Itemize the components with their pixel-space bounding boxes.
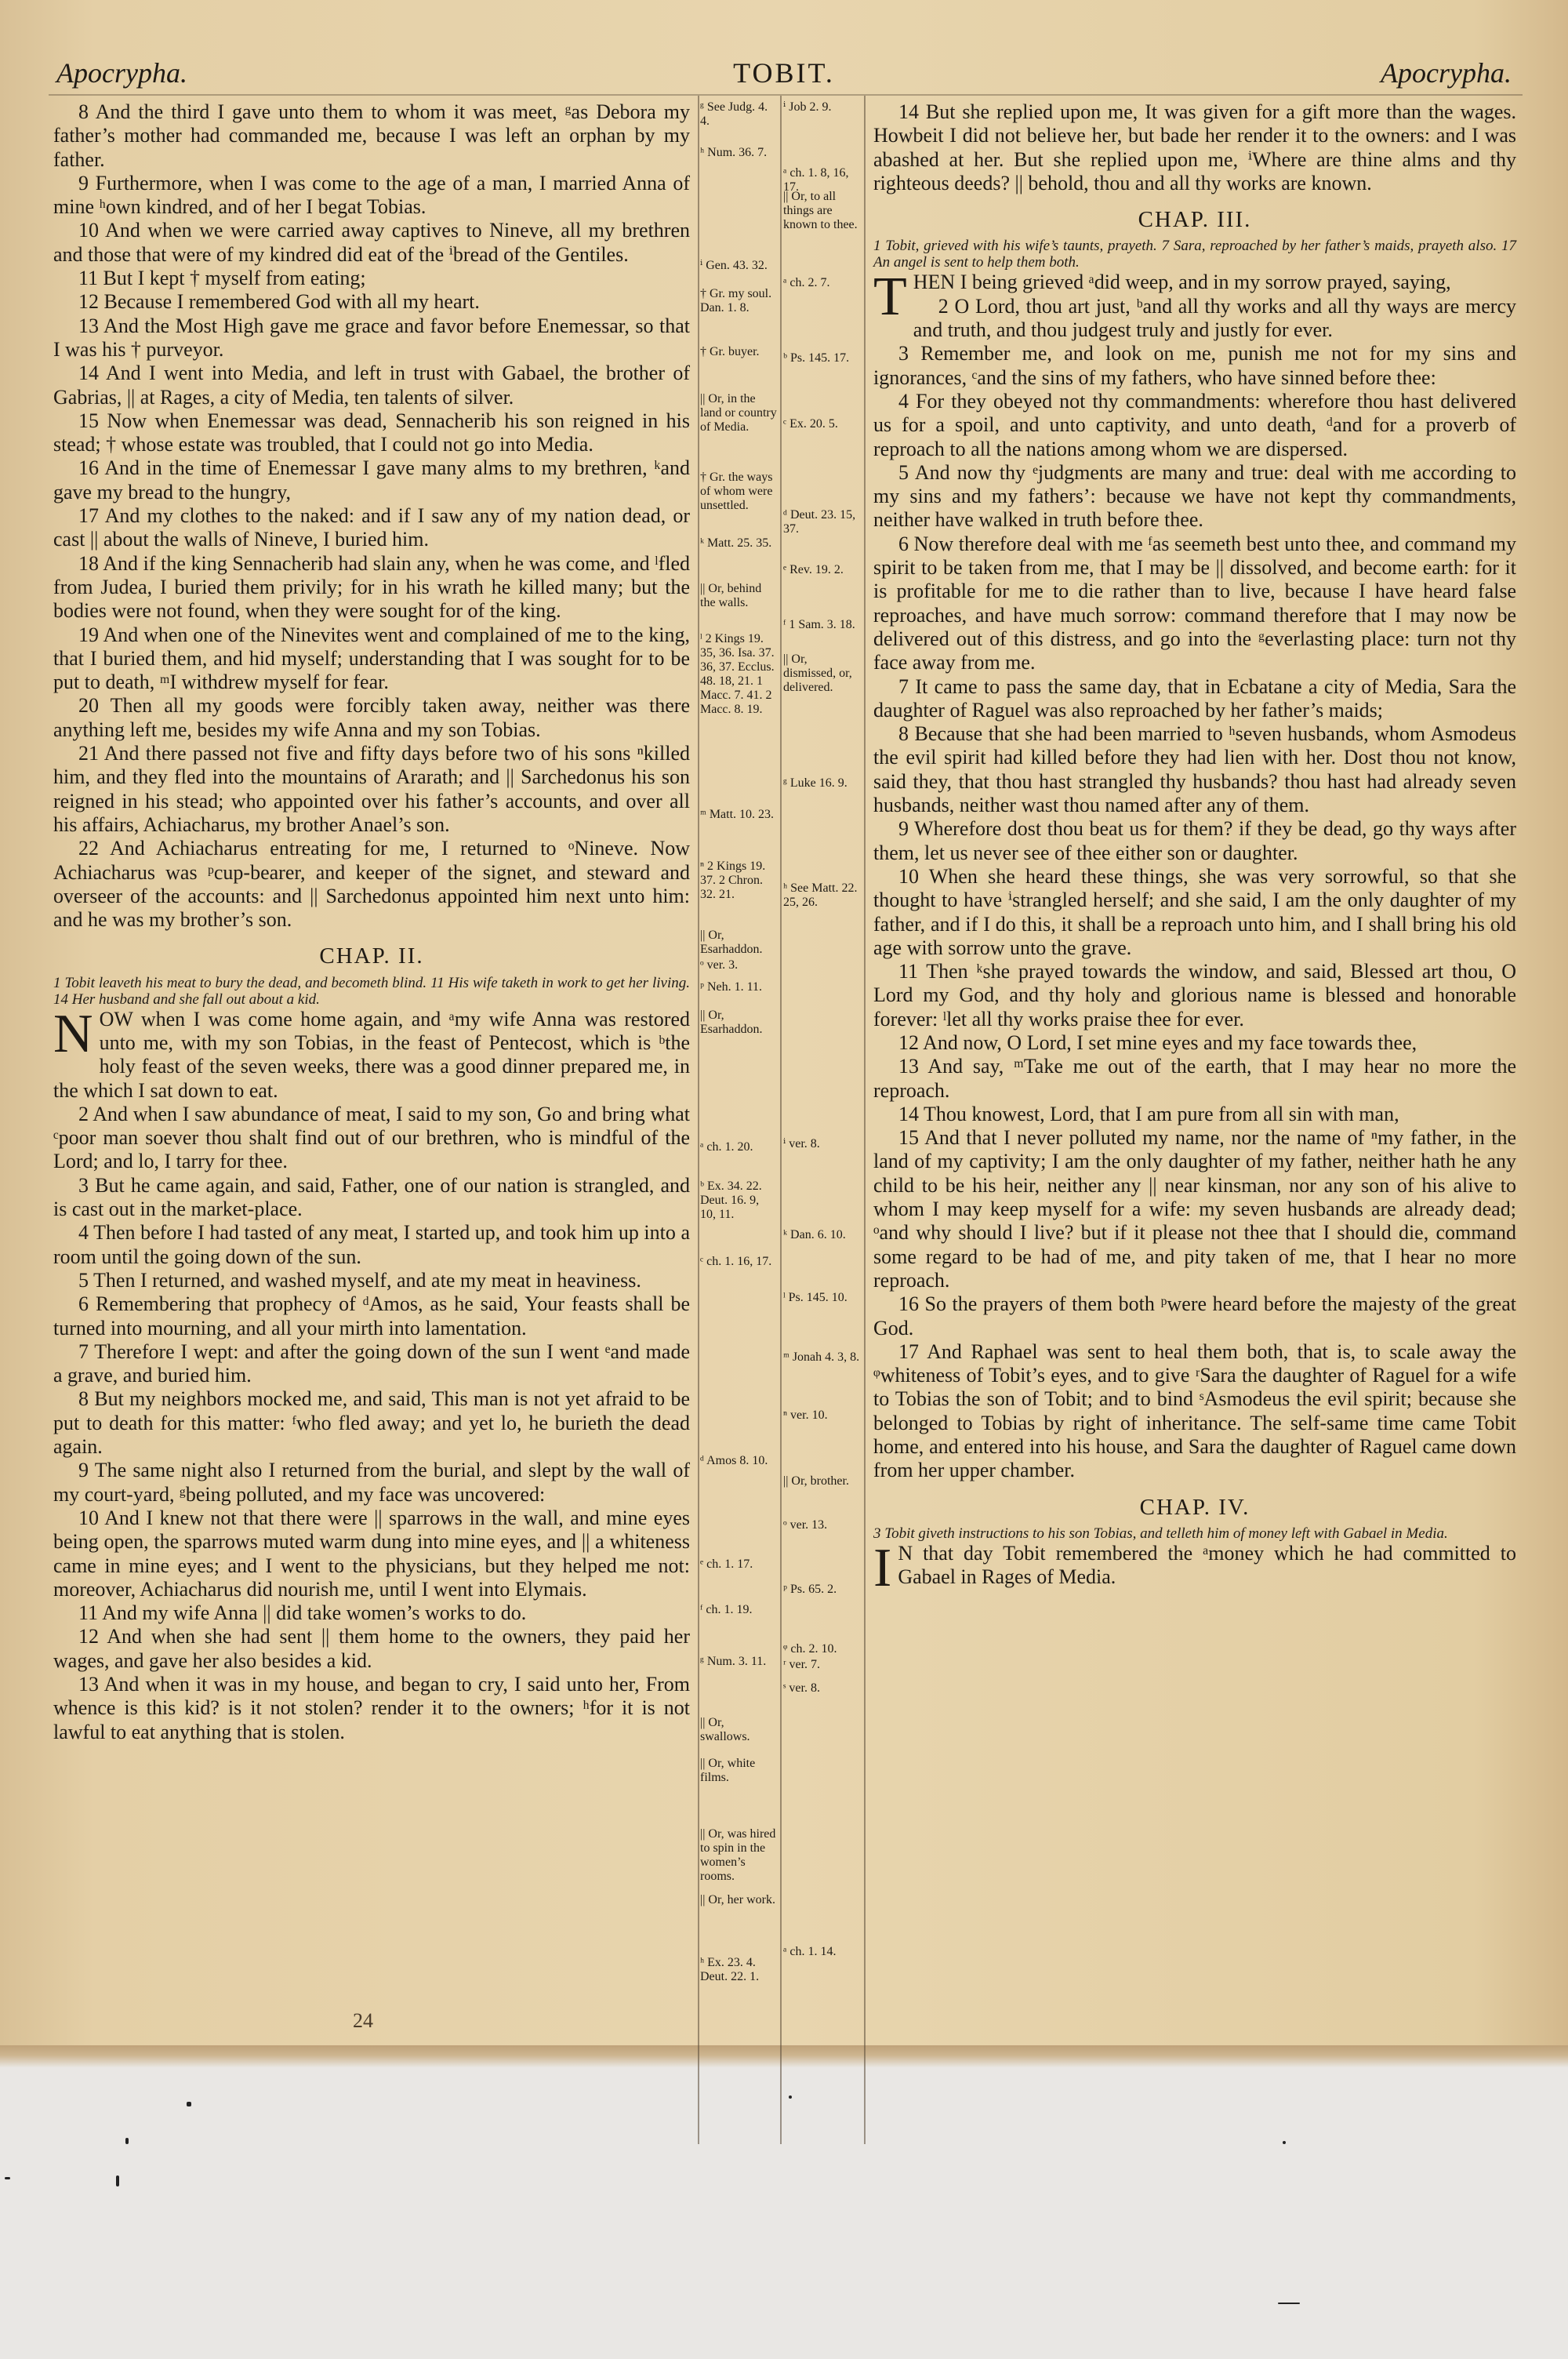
margin-reference: || Or, swallows.: [700, 1716, 750, 1743]
margin-reference: ᵃ ch. 1. 8, 16, 17.: [783, 166, 849, 194]
margin-reference: ᵖ Ps. 65. 2.: [783, 1583, 837, 1596]
verse: 21 And there passed not five and fifty days before two of his sons ⁿkilled him, and they fled into the mountains of Ararath; and || Sarchedonus his son reigned in his stead; who appointed over his father’s accounts, and over all his affairs, Achiacharus, my brother Anael’s son.: [53, 742, 690, 836]
chapter-2-heading: CHAP. II.: [319, 943, 424, 969]
margin-reference: ᶠ ch. 1. 19.: [700, 1603, 753, 1616]
margin-reference: ʰ Ex. 23. 4. Deut. 22. 1.: [700, 1956, 760, 1983]
verse: 9 Furthermore, when I was come to the age of a man, I married Anna of mine ʰown kindred, and of her I begat Tobias.: [53, 171, 690, 219]
margin-reference: ⁱ ver. 8.: [783, 1137, 820, 1150]
dust-speck: [1283, 2141, 1286, 2144]
verse-text: N that day Tobit remembered the ᵃmoney which he had committed to Gabael in Rages of Media.: [898, 1541, 1516, 1589]
dust-speck: [789, 2095, 792, 2099]
verse: 16 So the prayers of them both ᵖwere heard before the majesty of the great God.: [873, 1292, 1516, 1339]
margin-reference: ʰ See Matt. 22. 25, 26.: [783, 881, 858, 909]
drop-cap: I: [873, 1537, 892, 1598]
text-column-right: [873, 100, 1516, 1598]
verse: 14 But she replied upon me, It was given for a gift more than the wages. Howbeit I did not believe her, but bade her render it to the owners: and I was abashed at her. But she replied upon me, ⁱWhere are thine alms and thy righteous deeds? || behold, thou and all thy works are known.: [873, 100, 1516, 194]
margin-reference: ᵍ Num. 3. 11.: [700, 1655, 767, 1668]
verse: 18 And if the king Sennacherib had slain any, when he was come, and ˡfled from Judea, I buried them privily; for in his wrath he killed many; but the bodies were not found, when they were sought for of the king.: [53, 551, 690, 623]
verse: 20 Then all my goods were forcibly taken away, neither was there anything left me, besides my wife Anna and my son Tobias.: [53, 694, 690, 741]
verse: 2 O Lord, thou art just, ᵇand all thy works and all thy ways are mercy and truth, and thou judgest truly and justly for ever.: [913, 294, 1516, 342]
verse: 12 And when she had sent || them home to the owners, they paid her wages, and gave her also besides a kid.: [53, 1625, 690, 1672]
dust-speck: [5, 2177, 10, 2179]
chapter-4-verse-1: [873, 1537, 1516, 1598]
verse: 8 But my neighbors mocked me, and said, This man is not yet afraid to be put to death for this matter: ᶠwho fled away; and yet lo, he burieth the dead again.: [53, 1387, 690, 1459]
margin-reference: ᵐ Jonah 4. 3, 8.: [783, 1350, 860, 1364]
verse: 13 And when it was in my house, and began to cry, I said unto her, From whence is this kid? is it not stolen? render it to the owners; ʰfor it is not lawful to eat anything that is stolen.: [53, 1673, 690, 1743]
verse: 11 Then ᵏshe prayed towards the window, and said, Blessed art thou, O Lord my God, and thy holy and glorious name is blessed and honorable forever: ˡlet all thy works praise thee for ever.: [873, 960, 1516, 1030]
verse: 13 And the Most High gave me grace and favor before Enemessar, so that I was his † purveyor.: [53, 314, 690, 361]
margin-reference: ᵉ ch. 1. 17.: [700, 1558, 753, 1571]
margin-reference: ⁱ Job 2. 9.: [783, 100, 832, 114]
margin-reference: || Or, behind the walls.: [700, 582, 762, 609]
margin-reference: || Or, her work.: [700, 1893, 775, 1906]
verse: 9 The same night also I returned from the burial, and slept by the wall of my court-yard, ᵍbeing polluted, and my face was uncovered:: [53, 1459, 690, 1506]
margin-reference: † Gr. the ways of whom were unsettled.: [700, 471, 773, 512]
chapter-2-verses-cont: [873, 100, 1516, 195]
verse: 13 And say, ᵐTake me out of the earth, that I may hear no more the reproach.: [873, 1055, 1516, 1102]
column-rule: [780, 96, 782, 2144]
header-rule: [49, 94, 1523, 96]
margin-reference: ᵃ ch. 1. 20.: [700, 1140, 753, 1154]
verse: 2 And when I saw abundance of meat, I said to my son, Go and bring what ᶜpoor man soever thou shalt find out of our brethren, who is mindful of the Lord; and lo, I tarry for thee.: [53, 1102, 690, 1173]
margin-reference: || Or, to all things are known to thee.: [783, 190, 858, 231]
drop-cap: N: [53, 1003, 93, 1064]
margin-reference: ᵉ Rev. 19. 2.: [783, 563, 844, 576]
margin-reference: || Or, Esarhaddon.: [700, 1009, 763, 1036]
margin-reference: † Gr. my soul. Dan. 1. 8.: [700, 287, 772, 314]
verse: 19 And when one of the Ninevites went and complained of me to the king, that I buried them, and hid myself; understanding that I was sought for to be put to death, ᵐI withdrew myself for fear.: [53, 623, 690, 694]
verse: 6 Now therefore deal with me ᶠas seemeth best unto thee, and command my spirit to be taken from me, that I may be || dissolved, and become earth: for it is profitable for me to die rather than to live, because I have heard false reproaches, and have much sorrow: command therefore that I may now be delivered out of this distress, and go into the ᵍeverlasting place: turn not thy face away from me.: [873, 532, 1516, 674]
column-rule: [864, 96, 866, 2144]
margin-reference: ᶜ Ex. 20. 5.: [783, 417, 838, 431]
margin-reference: ᵈ Deut. 23. 15, 37.: [783, 508, 856, 536]
margin-reference: ʰ Num. 36. 7.: [700, 146, 768, 159]
verse: 7 Therefore I wept: and after the going down of the sun I went ᵉand made a grave, and buried him.: [53, 1339, 690, 1387]
margin-reference: † Gr. buyer.: [700, 345, 760, 358]
margin-reference: ᵒ ver. 3.: [700, 958, 739, 972]
verse: 17 And Raphael was sent to heal them both, that is, to scale away the ᵠwhiteness of Tobit’s eyes, and to give ʳSara the daughter of Raguel for a wife to Tobias the son of Tobit; and to bind ˢAsmodeus the evil spirit; because she belonged to Tobias by right of inheritance. The self-same time came Tobit home, and entered into his house, and Sara the daughter of Raguel came down from her upper chamber.: [873, 1339, 1516, 1482]
margin-reference: ᶜ ch. 1. 16, 17.: [700, 1255, 772, 1268]
margin-reference: ˡ Ps. 145. 10.: [783, 1291, 848, 1304]
running-head-left: Apocrypha.: [56, 57, 187, 89]
verse-text: OW when I was come home again, and ᵃmy wife Anna was restored unto me, with my son Tobias, in the feast of Pentecost, which is ᵇthe holy feast of the seven weeks, there was a good dinner prepared me, in the which I sat down to eat.: [53, 1007, 690, 1102]
verse: 12 And now, O Lord, I set mine eyes and my face towards thee,: [898, 1030, 1417, 1054]
chapter-3-verses: [873, 295, 1516, 1483]
verse: 7 It came to pass the same day, that in Ecbatane a city of Media, Sara the daughter of Raguel was also reproached by her father’s maids;: [873, 674, 1516, 722]
margin-reference: ⁿ ver. 10.: [783, 1408, 828, 1422]
verse: 8 Because that she had been married to ʰseven husbands, whom Asmodeus the evil spirit had killed before they had lien with her. Dost thou not know, said they, that thou hast strangled thy husbands? thou hast had already seven husbands, neither wast thou named after any of them.: [873, 722, 1516, 817]
margin-reference: || Or, dismissed, or, delivered.: [783, 652, 852, 694]
chapter-3-summary: 1 Tobit, grieved with his wife’s taunts, prayeth. 7 Sara, reproached by her father’s maids, prayeth also. 17 An angel is sent to help them both.: [873, 238, 1516, 271]
verse: 14 Thou knowest, Lord, that I am pure from all sin with man,: [898, 1102, 1399, 1125]
verse-text: HEN I being grieved ᵃdid weep, and in my sorrow prayed, saying,: [913, 271, 1451, 294]
margin-reference: || Or, white films.: [700, 1757, 756, 1784]
verse: 14 And I went into Media, and left in trust with Gabael, the brother of Gabrias, || at Rages, a city of Media, ten talents of silver.: [53, 362, 690, 409]
chapter-1-verses: [53, 100, 690, 932]
dust-speck: [116, 2175, 119, 2186]
verse: 16 And in the time of Enemessar I gave many alms to my brethren, ᵏand gave my bread to the hungry,: [53, 456, 690, 503]
margin-reference: ᵇ Ps. 145. 17.: [783, 351, 850, 365]
running-head-right: Apocrypha.: [1381, 57, 1512, 89]
dust-speck: [125, 2138, 129, 2144]
chapter-3-heading: CHAP. III.: [1138, 207, 1252, 233]
chapter-4-summary: 3 Tobit giveth instructions to his son Tobias, and telleth him of money left with Gabael in Media.: [873, 1525, 1448, 1542]
margin-reference: ᵈ Amos 8. 10.: [700, 1454, 768, 1467]
margin-reference: ᵃ ch. 2. 7.: [783, 276, 830, 289]
verse: 3 Remember me, and look on me, punish me not for my sins and ignorances, ᶜand the sins of my fathers, who have sinned before thee:: [873, 342, 1516, 389]
text-column-left: [53, 100, 690, 1744]
margin-reference: ᵏ Dan. 6. 10.: [783, 1228, 846, 1241]
verse: 22 And Achiacharus entreating for me, I returned to ᵒNineve. Now Achiacharus was ᵖcup-bearer, and keeper of the signet, and steward and overseer of the accounts: and || Sarchedonus appointed him next unto him: and he was my brother’s son.: [53, 837, 690, 932]
table-surface: [0, 2067, 1568, 2359]
margin-reference: ⁱ Gen. 43. 32.: [700, 259, 768, 272]
margin-reference: ᵖ Neh. 1. 11.: [700, 980, 763, 994]
margin-reference: || Or, was hired to spin in the women’s rooms.: [700, 1827, 776, 1883]
page-number: 24: [353, 2009, 373, 2032]
dust-speck: [1278, 2303, 1300, 2304]
margin-reference: ᵍ See Judg. 4. 4.: [700, 100, 768, 128]
verse: 17 And my clothes to the naked: and if I saw any of my nation dead, or cast || about the walls of Nineve, I buried him.: [53, 504, 690, 551]
margin-reference: ⁿ 2 Kings 19. 37. 2 Chron. 32. 21.: [700, 860, 766, 901]
margin-reference: || Or, Esarhaddon.: [700, 929, 763, 956]
margin-reference: ᵒ ver. 13.: [783, 1518, 828, 1532]
verse: 3 But he came again, and said, Father, one of our nation is strangled, and is cast out in the market-place.: [53, 1173, 690, 1221]
margin-reference: ˡ 2 Kings 19. 35, 36. Isa. 37. 36, 37. Ecclus. 48. 18, 21. 1 Macc. 7. 41. 2 Macc. 8. 19.: [700, 632, 775, 716]
verse: 11 And my wife Anna || did take women’s works to do.: [78, 1601, 527, 1625]
dust-speck: [187, 2102, 191, 2106]
margin-reference: || Or, in the land or country of Media.: [700, 392, 777, 434]
verse: 12 Because I remembered God with all my heart.: [78, 290, 480, 314]
margin-reference: ᵐ Matt. 10. 23.: [700, 808, 775, 821]
margin-reference: ᵃ ch. 1. 14.: [783, 1945, 837, 1958]
verse: 4 Then before I had tasted of any meat, I started up, and took him up into a room until the going down of the sun.: [53, 1221, 690, 1268]
running-head-title: TOBIT.: [733, 57, 835, 89]
verse: 5 Then I returned, and washed myself, and ate my meat in heaviness.: [78, 1268, 641, 1292]
page-bottom-edge: [0, 2045, 1568, 2067]
verse: 9 Wherefore dost thou beat us for them? if they be dead, go thy ways after them, let us never see of thee either son or daughter.: [873, 817, 1516, 864]
margin-reference: ᵠ ch. 2. 10.: [783, 1642, 837, 1656]
margin-reference: ᶠ 1 Sam. 3. 18.: [783, 618, 855, 631]
chapter-2-verse-1: [53, 1003, 690, 1103]
verse: 15 And that I never polluted my name, nor the name of ⁿmy father, in the land of my captivity; I am the only daughter of my father, neither hath he any child to be his heir, neither any || near kinsman, nor any son of his alive to whom I may keep myself for a wife: my seven husbands are already dead; ᵒand why should I live? but if it please not thee that I should die, command some regard to be had of me, and pity taken of me, that I hear no more reproach.: [873, 1126, 1516, 1292]
verse: 10 And when we were carried away captives to Nineve, all my brethren and those that were of my kindred did eat of the ⁱbread of the Gentiles.: [53, 219, 690, 266]
verse: 15 Now when Enemessar was dead, Sennacherib his son reigned in his stead; † whose estate was troubled, that I could not go into Media.: [53, 409, 690, 456]
chapter-2-verses: [53, 1103, 690, 1744]
verse: 11 But I kept † myself from eating;: [78, 267, 366, 290]
margin-reference: ᵏ Matt. 25. 35.: [700, 536, 772, 550]
verse: 5 And now thy ᵉjudgments are many and true: deal with me according to my sins and my fathers’: because we have not kept thy commandments, neither have walked in truth before thee.: [873, 460, 1516, 532]
chapter-4-heading: CHAP. IV.: [1139, 1494, 1250, 1520]
verse: 4 For they obeyed not thy commandments: wherefore thou hast delivered us for a spoil, and unto captivity, and unto death, ᵈand for a proverb of reproach to all the nations among whom we are dispersed.: [873, 389, 1516, 460]
verse: 10 When she heard these things, she was very sorrowful, so that she thought to have ⁱstrangled herself; and she said, I am the only daughter of my father, and if I do this, it shall be a reproach unto him, and I shall bring his old age with sorrow unto the grave.: [873, 864, 1516, 959]
margin-reference: ˢ ver. 8.: [783, 1681, 820, 1695]
margin-reference: ʳ ver. 7.: [783, 1658, 821, 1671]
verse: 6 Remembering that prophecy of ᵈAmos, as he said, Your feasts shall be turned into mourning, and all your mirth into lamentation.: [53, 1292, 690, 1339]
verse: 10 And I knew not that there were || sparrows in the wall, and mine eyes being open, the sparrows muted warm dung into mine eyes, and || a whiteness came in mine eyes; and I went to the physicians, but they helped me not: moreover, Achiacharus did nourish me, until I went into Elymais.: [53, 1506, 690, 1601]
margin-reference: ᵇ Ex. 34. 22. Deut. 16. 9, 10, 11.: [700, 1180, 762, 1221]
margin-reference: ᵍ Luke 16. 9.: [783, 776, 848, 790]
margin-reference: || Or, brother.: [783, 1474, 849, 1488]
column-rule: [698, 96, 699, 2144]
drop-cap: T: [873, 267, 907, 328]
verse: 8 And the third I gave unto them to whom it was meet, ᵍas Debora my father’s mother had commanded me, because I was left an orphan by my father.: [53, 100, 690, 171]
chapter-2-summary: 1 Tobit leaveth his meat to bury the dead, and becometh blind. 11 His wife taketh in work to get her living. 14 Her husband and she fall out about a kid.: [53, 974, 690, 1008]
